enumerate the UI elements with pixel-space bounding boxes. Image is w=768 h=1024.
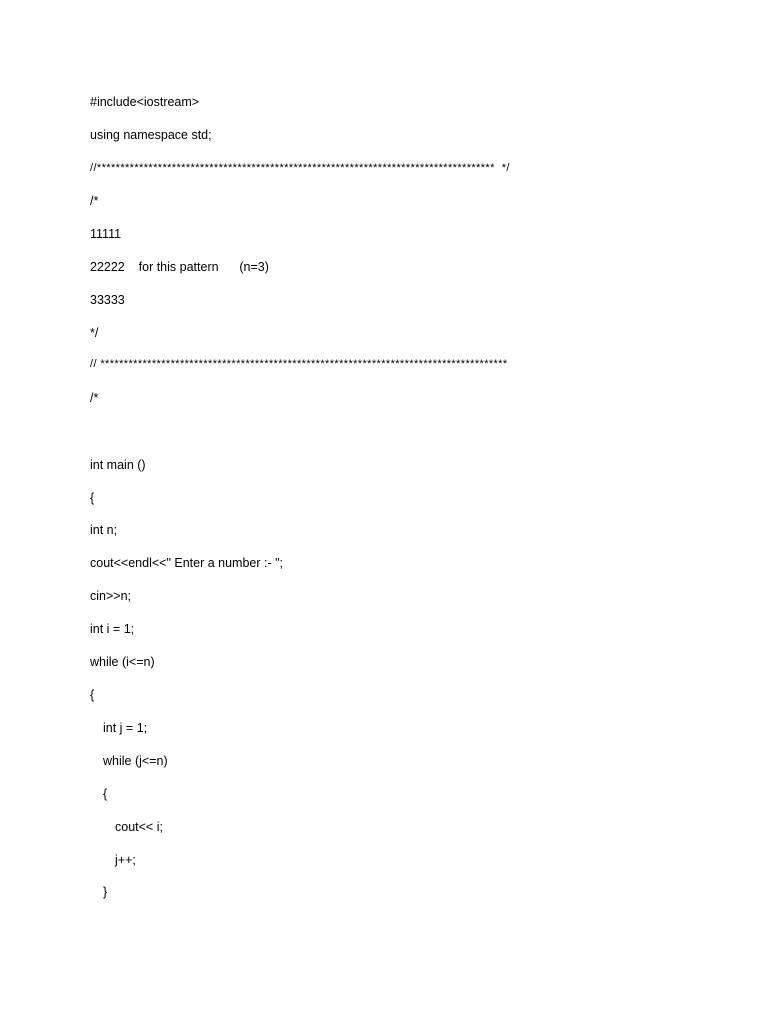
code-line-cin: cin>>n; [90,589,132,603]
comment-separator-line: //************************************************************************************* */ [90,162,510,174]
code-line-j-increment: j++; [115,853,136,867]
code-line-brace-open-2: { [90,688,95,702]
code-line-namespace: using namespace std; [90,128,212,142]
comment-open: /* [90,194,99,208]
code-line-brace-open-3: { [103,787,108,801]
code-line-while-i: while (i<=n) [90,655,155,669]
code-line-int-n: int n; [90,523,118,537]
comment-open-2: /* [90,391,99,405]
code-line-int-j: int j = 1; [103,721,148,735]
comment-separator-line-2: // *************************************************************************************** [90,358,508,370]
code-line-brace-open: { [90,491,95,505]
code-line-main: int main () [90,458,146,472]
pattern-row-3: 33333 [90,293,125,307]
code-line-cout-i: cout<< i; [115,820,163,834]
pattern-row-1: 11111 [90,227,122,241]
code-line-cout-prompt: cout<<endl<<" Enter a number :- "; [90,556,284,570]
pattern-row-2: 22222 for this pattern (n=3) [90,260,269,274]
comment-close: */ [90,326,99,340]
code-line-brace-close: } [103,885,108,899]
code-line-include: #include<iostream> [90,95,200,109]
code-line-while-j: while (j<=n) [103,754,168,768]
code-line-int-i: int i = 1; [90,622,135,636]
